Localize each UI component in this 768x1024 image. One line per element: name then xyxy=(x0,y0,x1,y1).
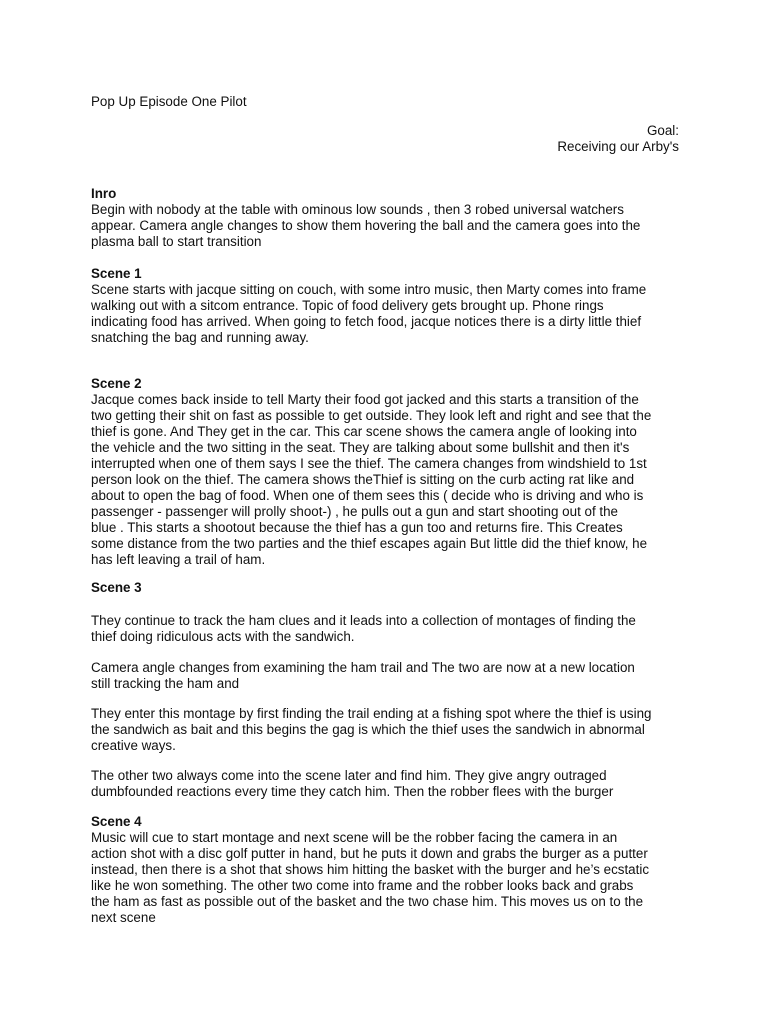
intro-paragraph: Begin with nobody at the table with ominous low sounds , then 3 robed universal watchers appear. Camera angle changes to show them hovering the ball and the camera goes into the plasma ball to start transition xyxy=(91,202,641,249)
scene-3-heading: Scene 3 xyxy=(91,580,142,595)
scene-3-paragraph-3: They enter this montage by first finding the trail ending at a fishing spot where the thief is using the sandwich as bait and this begins the gag is which the thief uses the sandwich in abnormal creative ways. xyxy=(91,706,652,753)
scene-1-heading: Scene 1 xyxy=(91,266,142,281)
intro-heading: Inro xyxy=(91,186,117,201)
scene-4-paragraph: Music will cue to start montage and next scene will be the robber facing the camera in an action shot with a disc golf putter in hand, but he puts it down and grabs the burger as a putter instead, then there is a shot that shows him hitting the basket with the burger and he’s ecstatic like he won something. The other two come into frame and the robber looks back and grabs the ham as fast as possible out of the basket and the two chase him. This moves us on to the next scene xyxy=(91,830,650,925)
document-title: Pop Up Episode One Pilot xyxy=(91,94,247,109)
goal-label: Goal: xyxy=(646,123,679,138)
goal-block xyxy=(557,123,679,155)
scene-1-paragraph: Scene starts with jacque sitting on couch, with some intro music, then Marty comes into frame walking out with a sitcom entrance. Topic of food delivery gets brought up. Phone rings indicating food has arrived. When going to fetch food, jacque notices there is a dirty little thief snatching the bag and running away. xyxy=(91,282,647,345)
scene-2-paragraph: Jacque comes back inside to tell Marty their food got jacked and this starts a transition of the two getting their shit on fast as possible to get outside. They look left and right and see that the thief is gone. And They get in the car. This car scene shows the camera angle of looking into the vehicle and the two sitting in the seat. They are talking about some bullshit and then it's interrupted when one of them says I see the thief. The camera changes from windshield to 1st person look on the thief. The camera shows theThief is sitting on the curb acting rat like and about to open the bag of food. When one of them sees this ( decide who is driving and who is passenger - passenger will prolly shoot-) , he pulls out a gun and start shooting out of the blue . This starts a shootout because the thief has a gun too and returns fire. This Creates some distance from the two parties and the thief escapes again But little did the thief know, he has left leaving a trail of ham. xyxy=(91,392,652,567)
scene-3-paragraph-4: The other two always come into the scene later and find him. They give angry outraged dumbfounded reactions every time they catch him. Then the robber flees with the burger xyxy=(91,768,614,799)
scene-3-paragraph-1: They continue to track the ham clues and it leads into a collection of montages of finding the thief doing ridiculous acts with the sandwich. xyxy=(91,613,636,644)
scene-3-paragraph-2: Camera angle changes from examining the ham trail and The two are now at a new location still tracking the ham and xyxy=(91,660,635,691)
goal-text: Receiving our Arby's xyxy=(557,139,679,154)
scene-4-heading: Scene 4 xyxy=(91,814,142,829)
scene-2-heading: Scene 2 xyxy=(91,376,142,391)
